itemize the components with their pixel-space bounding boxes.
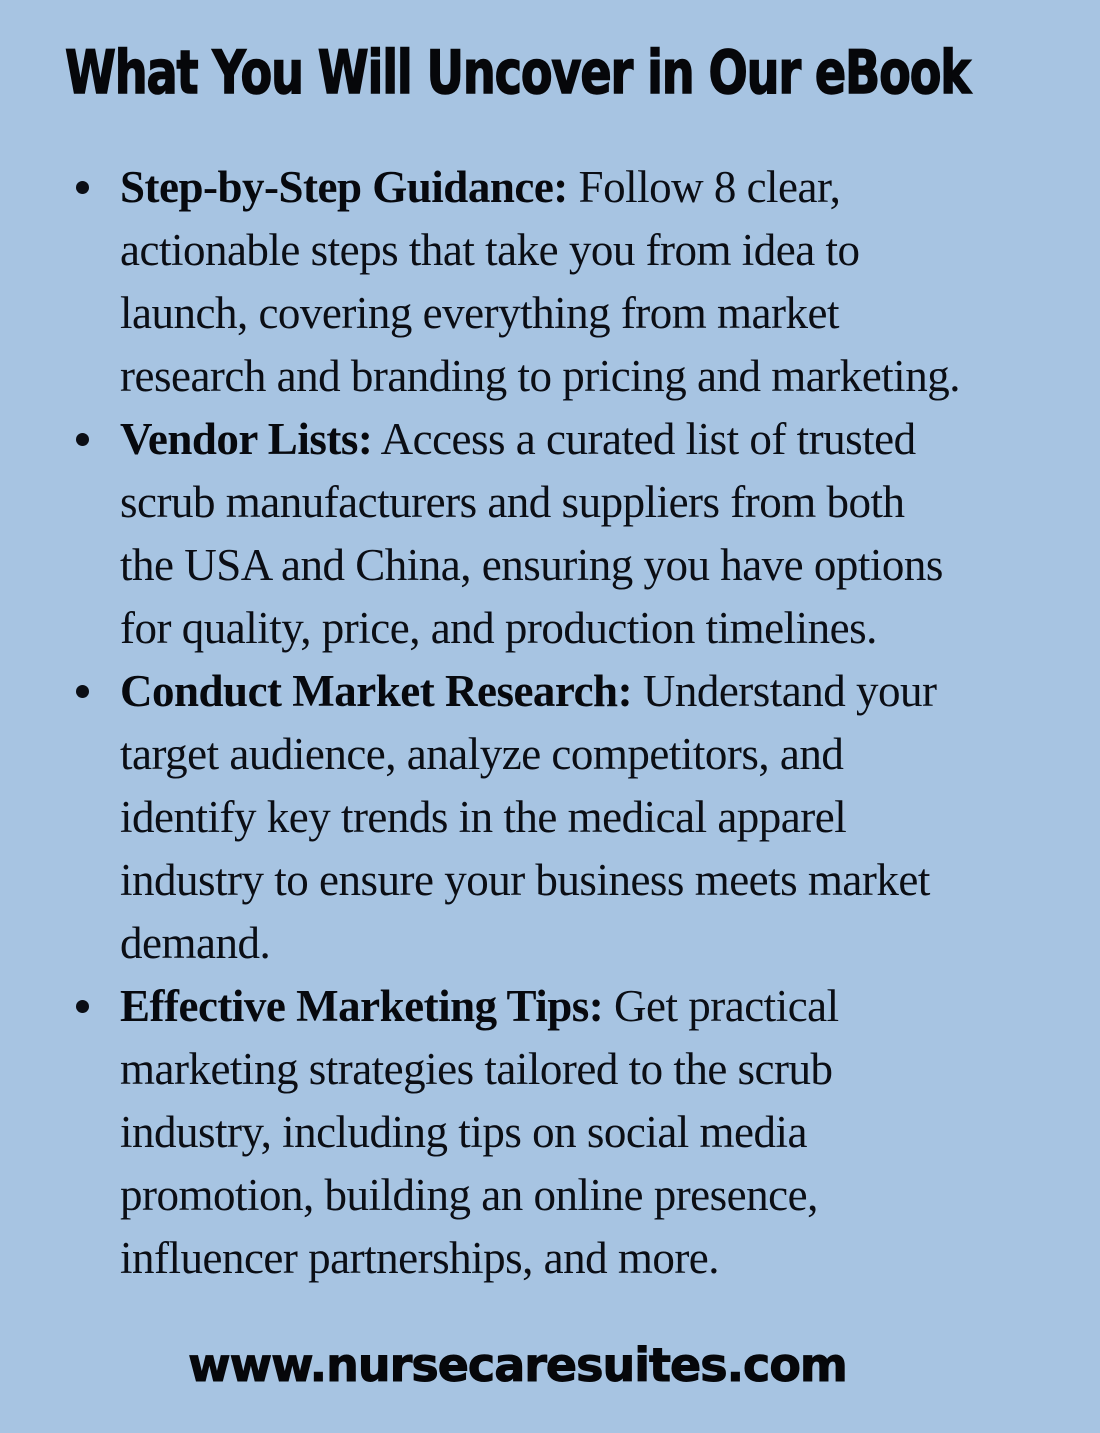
bullet-lead: Vendor Lists: [120, 414, 373, 464]
bullet-line: research and branding to pricing and marketing. [120, 351, 960, 401]
bullet-text: Get practical [603, 981, 839, 1031]
website-url: www.nursecaresuites.com [188, 1338, 847, 1392]
list-item-step-by-step-guidance [120, 156, 1095, 408]
bullet-line: the USA and China, ensuring you have options [120, 540, 943, 590]
bullet-line [120, 975, 1095, 1038]
bullet-line [120, 660, 1095, 723]
bullet-lead: Conduct Market Research: [120, 666, 633, 716]
bullet-icon [76, 1000, 89, 1013]
bullet-line: industry, including tips on social media [120, 1107, 807, 1157]
bullet-line [120, 408, 1095, 471]
bullet-line: scrub manufacturers and suppliers from both [120, 477, 905, 527]
bullet-icon [76, 685, 89, 698]
bullet-line: launch, covering everything from market [120, 288, 839, 338]
bullet-line: target audience, analyze competitors, and [120, 729, 844, 779]
bullet-text: Access a curated list of trusted [372, 414, 916, 464]
bullet-line: actionable steps that take you from idea to [120, 225, 860, 275]
bullet-line [120, 156, 1095, 219]
bullet-text: Understand your [632, 666, 937, 716]
bullet-line: marketing strategies tailored to the scrub [120, 1044, 833, 1094]
bullet-icon [76, 433, 89, 446]
list-item-vendor-lists [120, 408, 1095, 660]
list-item-effective-marketing-tips [120, 975, 1095, 1290]
bullet-lead: Step-by-Step Guidance: [120, 162, 568, 212]
bullet-line: industry to ensure your business meets market [120, 855, 930, 905]
bullet-line: influencer partnerships, and more. [120, 1233, 720, 1283]
bullet-line: promotion, building an online presence, [120, 1170, 818, 1220]
bullet-text: Follow 8 clear, [567, 162, 841, 212]
page-title: What You Will Uncover in Our eBook [65, 38, 970, 108]
list-item-conduct-market-research [120, 660, 1095, 975]
bullet-icon [76, 181, 89, 194]
ebook-benefits-list [120, 156, 1095, 1290]
bullet-line: identify key trends in the medical apparel [120, 792, 847, 842]
bullet-lead: Effective Marketing Tips: [120, 981, 604, 1031]
bullet-line: demand. [120, 918, 271, 968]
bullet-line: for quality, price, and production timelines. [120, 603, 877, 653]
